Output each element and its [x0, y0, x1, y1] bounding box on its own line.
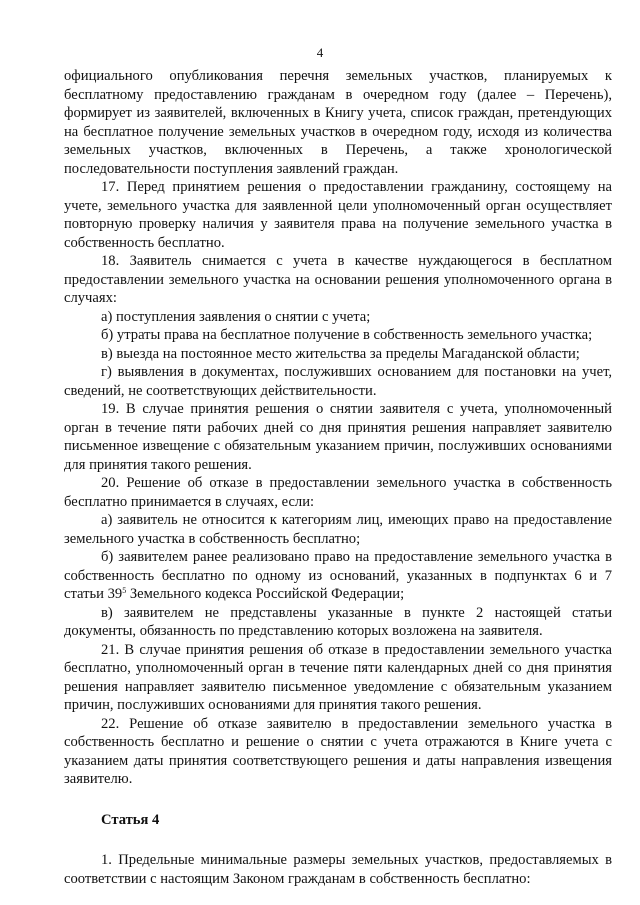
- paragraph-20-v: в) заявителем не представлены указанные в пункте 2 настоящей статьи документы, обязанность по представлению которых возложена на заявителя.: [64, 604, 612, 639]
- page-number: 4: [316, 45, 324, 60]
- paragraph-18-g: г) выявления в документах, послуживших основанием для постановки на учет, сведений, не соответствующих действительности.: [64, 364, 612, 399]
- paragraph-20-a: а) заявитель не относится к категориям лиц, имеющих право на предоставление земельного участка в собственность бесплатно;: [64, 512, 612, 547]
- paragraph-intro: официального опубликования перечня земельных участков, планируемых к бесплатному предоставлению гражданам в очередном году (далее – Перечень), формирует из заявителей, включенных в Книгу учета, список граждан, претендующих на бесплатное получение земельных участков в очередном году, исходя из количества земельных участков, включенных в Перечень, а также хронологической последовательности поступления заявлений граждан.: [64, 68, 612, 177]
- paragraph-20-b-text: б) заявителем ранее реализовано право на предоставление земельного участка в собственность бесплатно по одному из оснований, указанных в подпунктах 6 и 7 статьи 39: [64, 549, 612, 602]
- paragraph-18-v: в) выезда на постоянное место жительства за пределы Магаданской области;: [101, 345, 580, 362]
- document-body: [64, 67, 612, 888]
- paragraph-20-b: [64, 548, 612, 604]
- paragraph-19: 19. В случае принятия решения о снятии заявителя с учета, уполномоченный орган в течение пяти рабочих дней со дня принятия решения направляет заявителю письменное извещение с обязательным указанием причин, послуживших основаниями для принятия такого решения.: [64, 401, 612, 473]
- paragraph-18-a: а) поступления заявления о снятии с учета;: [101, 308, 371, 325]
- article-4-heading: Статья 4: [101, 811, 160, 828]
- paragraph-17: 17. Перед принятием решения о предоставлении гражданину, состоящему на учете, земельного участка для заявленной цели уполномоченный орган осуществляет повторную проверку наличия у заявителя права на получение земельного участка в собственность бесплатно.: [64, 179, 612, 251]
- paragraph-18: 18. Заявитель снимается с учета в качестве нуждающегося в бесплатном предоставлении земельного участка на основании решения уполномоченного органа в случаях:: [64, 253, 612, 306]
- paragraph-18-b: б) утраты права на бесплатное получение в собственность земельного участка;: [101, 327, 593, 343]
- paragraph-21: 21. В случае принятия решения об отказе в предоставлении земельного участка бесплатно, уполномоченный орган в течение пяти календарных дней со дня принятия решения направляет заявителю письменное уведомление с обязательным указанием причин, послуживших основаниями для принятия такого решения.: [64, 641, 612, 713]
- paragraph-20: 20. Решение об отказе в предоставлении земельного участка в собственность бесплатно принимается в случаях, если:: [64, 475, 612, 510]
- paragraph-article-4-1: 1. Предельные минимальные размеры земельных участков, предоставляемых в соответствии с настоящим Законом гражданам в собственность бесплатно:: [64, 852, 612, 887]
- paragraph-20-b-text-end: Земельного кодекса Российской Федерации;: [126, 586, 405, 602]
- paragraph-22: 22. Решение об отказе заявителю в предоставлении земельного участка в собственность бесплатно и решение о снятии с учета отражаются в Книге учета с указанием даты принятия соответствующего решения и даты направления извещения заявителю.: [64, 715, 612, 787]
- article-superscript: 5: [122, 586, 127, 595]
